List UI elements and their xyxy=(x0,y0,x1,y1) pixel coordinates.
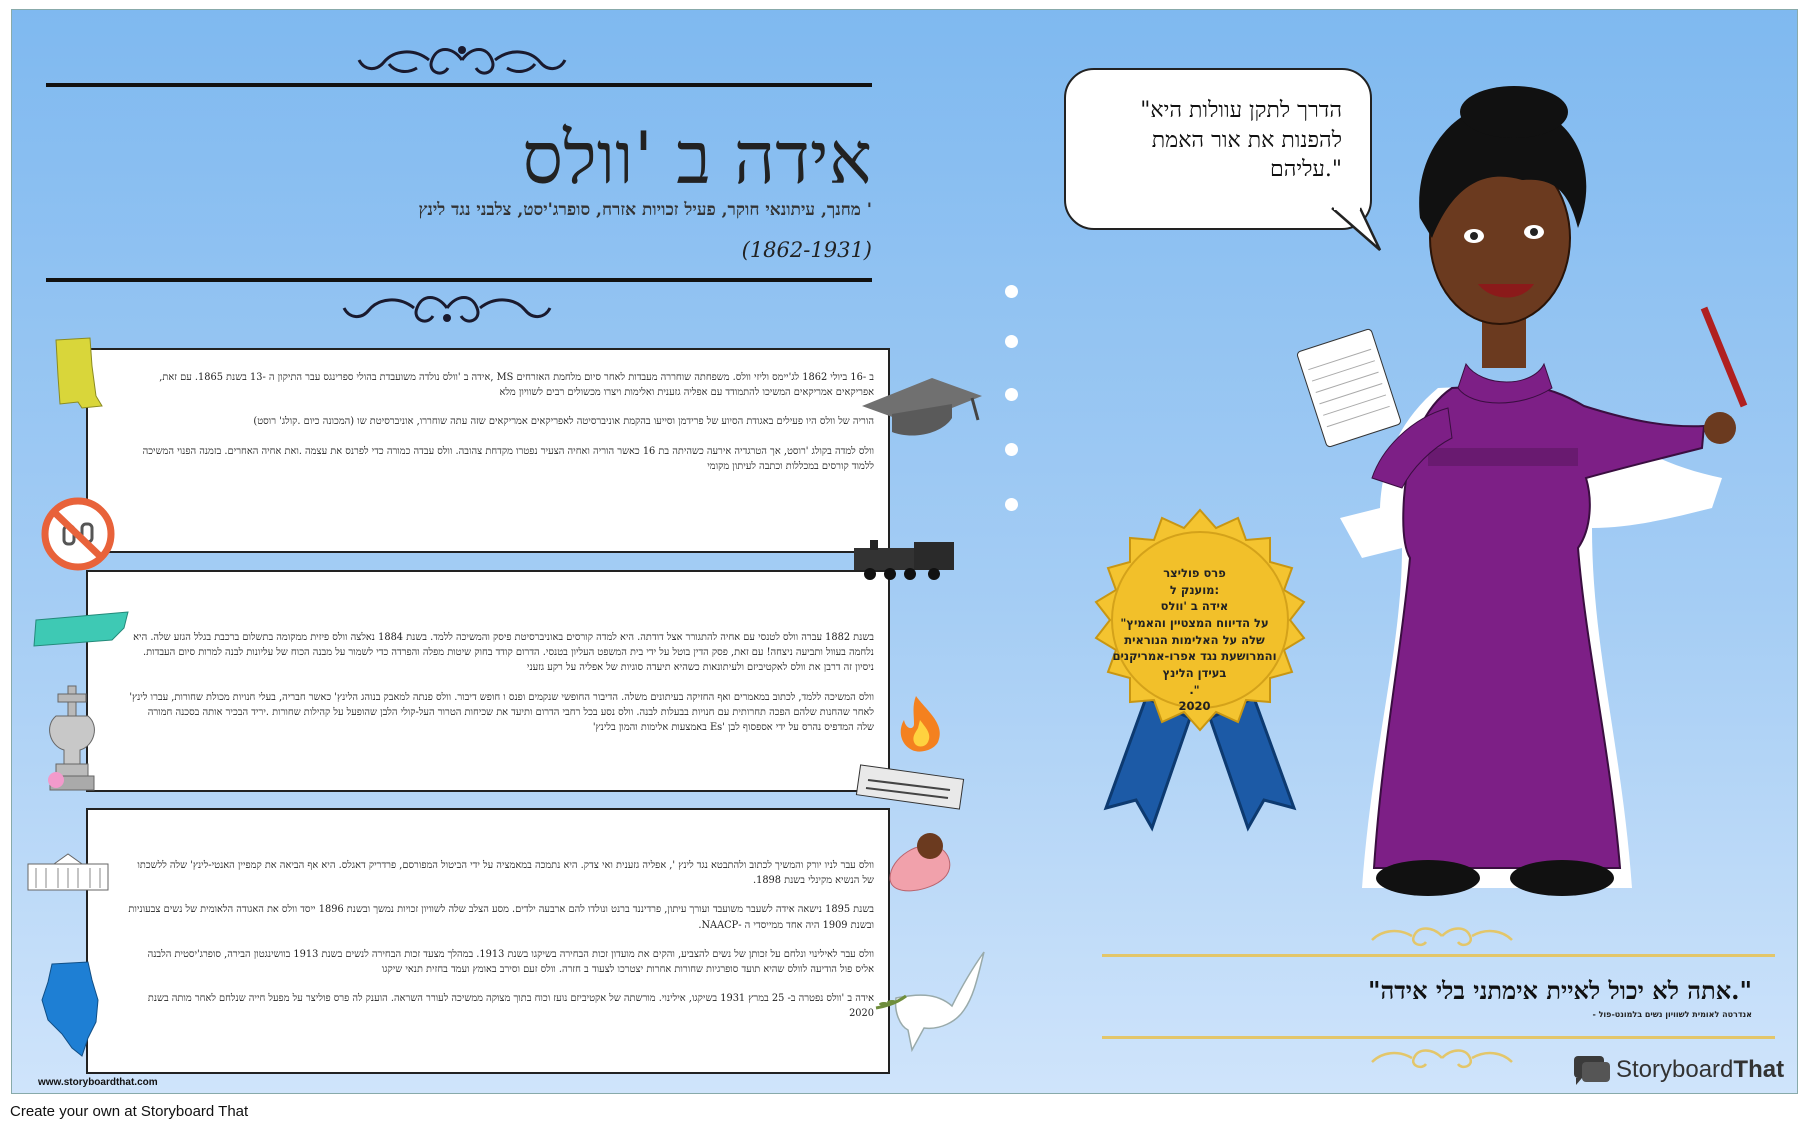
ornament-top-icon xyxy=(357,40,567,80)
burning-newspaper-icon xyxy=(854,690,966,816)
ornament-quote-top-icon xyxy=(1362,922,1522,950)
train-icon xyxy=(850,538,962,582)
speech-bubble: הדרך לתקן עוולות היא" להפנות את אור האמת ".עליהם xyxy=(1064,68,1372,230)
life-years: (1862-1931) xyxy=(741,238,872,262)
famous-quote: ".אתה לא יכול לאיית אימתני בלי אידה" xyxy=(1367,976,1752,1005)
bio-paragraph: וולס למדה בקולג 'רוסט, אך הטרגדיה אירעה כשהיתה בת 16 כאשר הוריה ואחיה הצעיר נפטרו מקדחת צהובה. וולס עבדה כמורה כדי לפרנס את עצמה .ואת אחיה האחרים. בזמנה הפנוי המשיכה ללמוד קורסים במכללות וכתבה לעיתון מקומי xyxy=(142,445,874,472)
timeline-dot xyxy=(1005,498,1018,511)
grave-monument-icon xyxy=(42,682,102,798)
illinois-map-icon xyxy=(38,960,108,1060)
bio-paragraph: אידה ב 'וולס נפטרה ב- 25 במרץ 1931 בשיקגו, אילינוי. מורשתה של אקטיביזם נועז וכוח בתוך מצוקה ממשיכה לעורר השראה. הוענק לה פרס פוליצר על מפעל חייה שנלחם לאחר מותה בשנת 2020 xyxy=(147,993,874,1020)
quote-rule-top xyxy=(1102,954,1775,957)
bio-box-journalism xyxy=(86,570,890,792)
tennessee-map-icon xyxy=(32,610,132,650)
storyboardthat-logo[interactable] xyxy=(1572,1054,1784,1086)
title-rule-bottom xyxy=(46,278,872,282)
medal-line: על הדיווח המצטיין והאמיץ" שלה על האלימות הנוראית והמרושעת נגד אפרו-אמריקנים בעידן הלינץ xyxy=(1112,616,1277,681)
medal-line: פרס פוליצר xyxy=(1163,566,1226,580)
ornament-bottom-icon xyxy=(342,288,552,328)
logo-bubble-icon xyxy=(1572,1054,1612,1086)
bio-paragraph: וולס המשיכה ללמד, לכתוב במאמרים ואף החזיקה בעיתונים משלה. הדיבור החופשי שנקמים ופנס ו חופש דיבור. וולס פנתה למאבק בנוהג הלינץ' כאשר חבריה, בעלי חנויות מכולת שחורות, עברו לינץ' לאחר שהחנות שלהם הפכה תחרותית עם חנויות בבעלות לבנה. וולס נסע בכל רחבי הדרום ותיעד את שכיחות הטרור העל-קולי הלבן שהופעל על קהילות שחורות .יריד הבכיר אותה בסכנה חמורה שלה המדפיס נהרס על ידי אספסוף לבן 'Es באמצעות אלימות והמון בלינץ' xyxy=(129,691,874,733)
bio-paragraph: בשנת 1882 עברה וולס לטנסי עם אחיה להתגורר אצל דודתה. היא למדה קורסים באוניברסיטת פיסק והמשיכה ללמד. בשנת 1884 נאלצה וולס פיזית ממקומה בתשלום ברכבת בגלל הגזע שלה. היא נלחמה בעוול ותביעה ניצחה! עם זאת, פסק הדין בוטל על ידי בית המשפט העליון בטנסי. הדרום קודד בחוק שיטות מפלה והפרדה כדי לשמור על מבנה הכוח של עליונות לבנה למרות סיום העבדות. ניסיון זה דרבן את וולס לאקטיביזם ולעיתונאות כשהיא תיעדה סוגיות של אפליה על רקע גזעני xyxy=(133,632,874,674)
medal-line: ". xyxy=(1189,682,1200,697)
quote-rule-bottom xyxy=(1102,1036,1775,1039)
medal-line: :מוענק ל xyxy=(1169,582,1220,597)
baby-icon xyxy=(884,828,956,900)
bio-paragraph: ב -16 ביולי 1862 לג'יימס וליזי וולס. משפחתה שוחררה מעבדות לאחר סיום מלחמת האזרחים MS ,אידה ב 'וולס נולדה משועבדת בהולי ספרינגס עבר התיקון ה -13 בשנת 1865. עם זאת, אפריקאים אמריקאים המשיכו להתמודד עם אפליה גזענית ואלימות ויצרו מכשולים רבים לשוויון מלא xyxy=(159,372,874,399)
bio-paragraph: הוריה של וולס היו פעילים באגודת הסיוע של פרידמן וסייעו בהקמת אוניברסיטה לאפריקאים אמריקאים שזה עתה שוחררו, אוניברסיטת שו (המכונה כיום .קולג' רוסט) xyxy=(253,416,874,428)
bio-box-early-life xyxy=(86,348,890,553)
page-title: אידה ב 'וולס xyxy=(522,116,872,200)
timeline-dot xyxy=(1005,285,1018,298)
ornament-quote-bottom-icon xyxy=(1362,1044,1522,1072)
medal-line: אידה ב 'וולס xyxy=(1160,599,1229,614)
create-your-own-link[interactable]: Create your own at Storyboard That xyxy=(10,1103,249,1120)
ida-b-wells-figure xyxy=(1252,88,1792,908)
poster xyxy=(11,9,1798,1094)
medal-year: 2020 xyxy=(1178,699,1211,714)
mississippi-map-icon xyxy=(52,336,106,412)
logo-text-b: That xyxy=(1733,1056,1785,1083)
site-url[interactable]: www.storyboardthat.com xyxy=(38,1077,158,1088)
logo-text xyxy=(1616,1056,1784,1084)
page-subtitle: ' מחנך, עיתונאי חוקר, פעיל זכויות אזרח, סופרג'יסט, צלבני נגד לינץ xyxy=(418,200,872,220)
broken-chain-icon xyxy=(40,496,116,572)
quote-source: אנדרטה לאומית לשוויון נשים בלמונט-פול - xyxy=(1592,1010,1752,1019)
bio-paragraph: בשנת 1895 נישאה אידה לשעבר משועבד ועורך עיתון, פרדיננד ברנט ונולדו להם ארבעה ילדים. מסע הצלב שלה לשוויון זכויות נמשך ובשנת 1896 ייסד וולס את האגודה הלאומית של נשים צבעוניות ובשנת 1909 היה אחד ממייסדי ה -NAACP. xyxy=(128,904,874,931)
white-house-icon xyxy=(26,850,110,892)
dove-icon xyxy=(876,948,986,1056)
bio-paragraph: וולס עבר לניו יורק והמשיך לכתוב ולהתבטא נגד לינץ ', אפליה גזענית ואי צדק. היא נתמכה במאמציה על ידי הביטול המפורסם, פרדריק דאגלס. היא אף הביאה את קמפיין האנטי-לינץ' שלה ללשכתו של הנשיא מקינלי בשנת 1898. xyxy=(137,860,874,887)
timeline-dot xyxy=(1005,443,1018,456)
bio-paragraph: וולס עבר לאילינוי ונלחם על זכותן של נשים להצביע, והקים את מועדון זכות הבחירה בשיקגו בשנת 1913. במהלך מצעד זכות הבחירה לנשים בשנת 1913 בוושינגטון הבירה, סופרג'יסטית הלבנה אליס פול הודיעה לוולס שהיא תועד סופרגיות שחורות אחרות יצטרכו לצעוד ב חזרה. וולס זעם וסירב באומץ ועמד בחזית תנאי שיקגו xyxy=(147,948,874,975)
bio-box-later-life xyxy=(86,808,890,1074)
title-rule-top xyxy=(46,83,872,87)
timeline-dot xyxy=(1005,335,1018,348)
graduation-cap-icon xyxy=(862,378,982,438)
logo-text-a: Storyboard xyxy=(1616,1056,1734,1083)
timeline-dot xyxy=(1005,388,1018,401)
